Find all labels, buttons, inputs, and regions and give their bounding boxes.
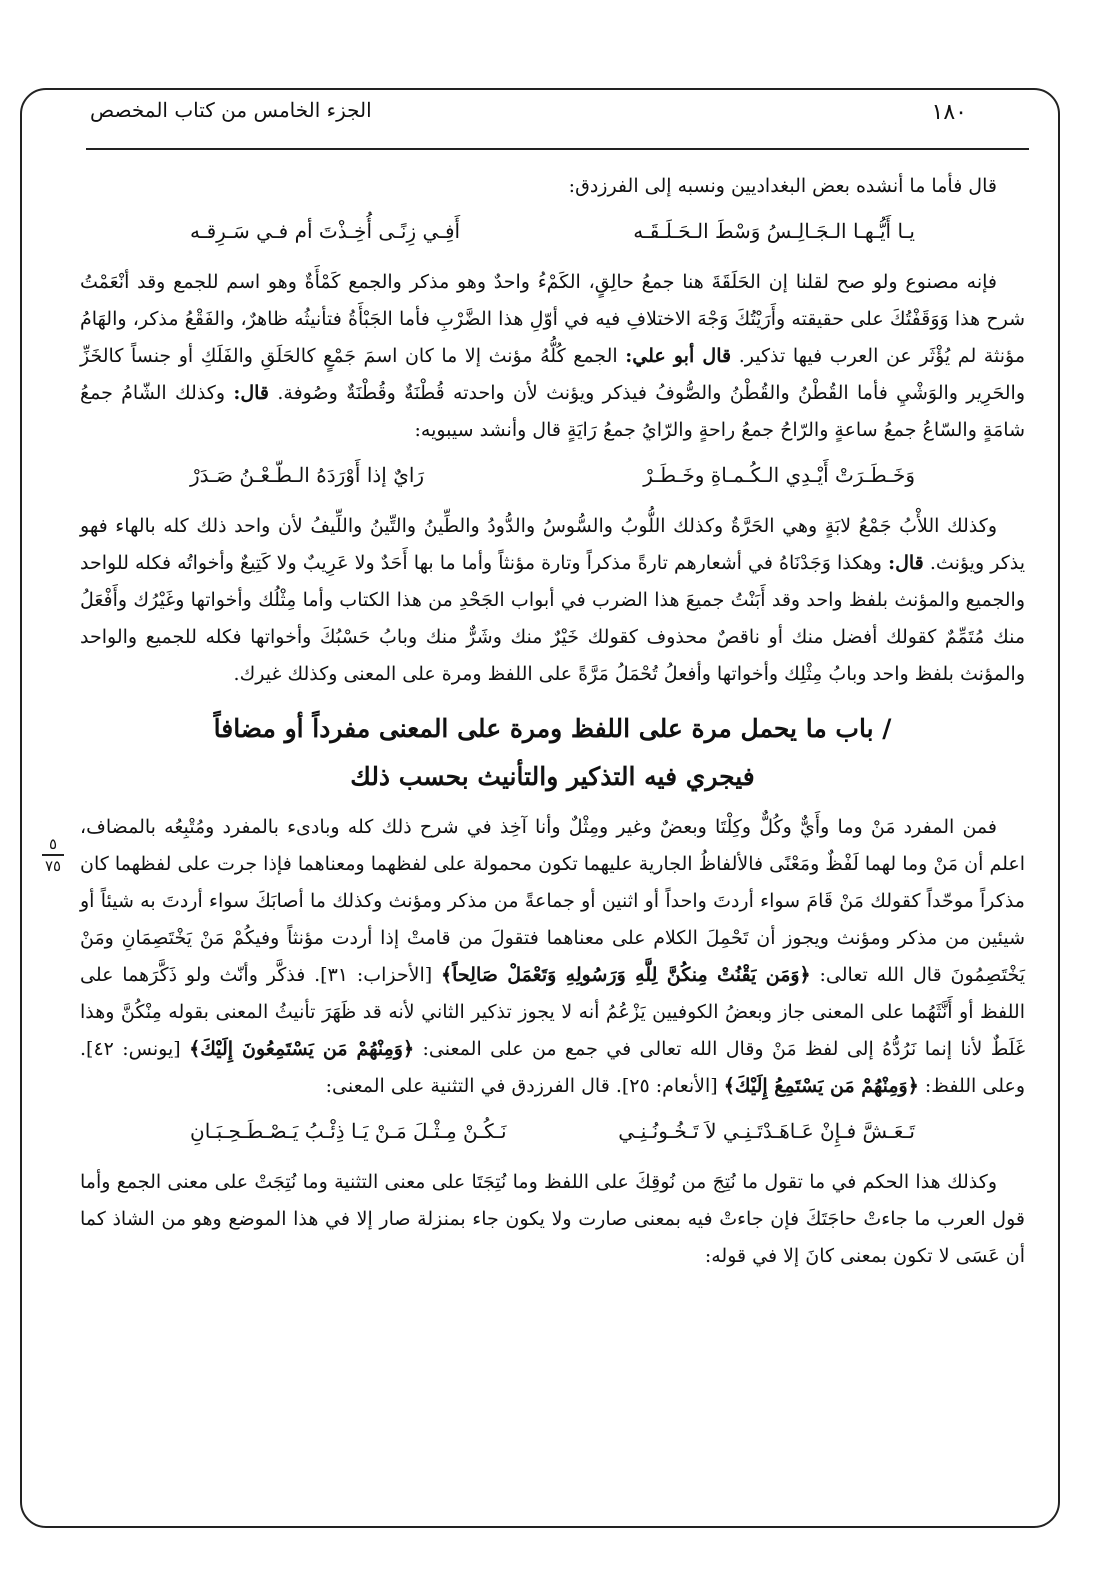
paragraph-4-text-c: [يونس: ٤٢]. وعلى اللفظ: xyxy=(80,1038,1025,1097)
paragraph-4 xyxy=(80,809,1025,1105)
paragraph-5: وكذلك هذا الحكم في ما تقول ما نُتِجَ من نُوقِكَ على اللفظ وما نُتِجَتَا على معنى التثنية وما نُتِجَتْ على معنى الجمع وأما قول العرب ما جاءتْ حاجَتَكَ فإن جاءتْ فيه بمعنى صارت ولا يكون جاء بمنزلة صار إلا في هذا الموضع وهو من الشاذ كما أن عَسَى لا تكون بمعنى كانَ إلا في قوله: xyxy=(80,1171,1025,1267)
paragraph-2-text-c: وكذلك الشّامُ جمعُ شامَةٍ والسّاعُ جمعُ ساعةٍ والرّاحُ جمعُ راحةٍ والرّايُ جمعُ رَايَةٍ قال وأنشد سيبويه: xyxy=(80,382,1025,441)
body-text xyxy=(80,168,1025,1281)
page-number: ١٨٠ xyxy=(931,100,967,125)
paragraph-2 xyxy=(80,264,1025,449)
label-qal-2: قال: xyxy=(888,552,924,574)
verse-3-first-hemistich: تَـعَـشَّ فـإِنْ عَـاهَـدْتَـنِـي لاَ تَـخُـونُـنِـي xyxy=(618,1119,915,1143)
margin-note-top: ٥ xyxy=(48,835,58,853)
paragraph-3-text-b: وهكذا وَجَدْنَاهُ في أشعارهم تارةً مذكراً وتارة مؤنثاً وأما ما بها أَحَدٌ ولا عَرِيبٌ ولا كَتِيعٌ وأخواتُه فكله للواحد والجميع والمؤنث بلفظ واحد وقد أَبَنْتُ جميعَ هذا الضرب في أبواب الجَحْدِ من هذا الكتاب وأما مِثْلُك وأخواتها وغَيْرُك وأَفْعَلُ منك مُتَمِّمٌ كقولك أفضل منك أو ناقصٌ محذوف كقولك خَيْرٌ منك وشَرٌّ منك وبابُ حَسْبُكَ وأخواتها فكله للجميع والواحد والمؤنث بلفظ واحد وبابُ مِثْلِك وأخواتها وأفعلُ تُحْمَلُ مَرَّةً على اللفظ ومرة على المعنى وكذلك غيرك. xyxy=(80,552,1025,685)
verse-3-second-hemistich: نَـكُـنْ مِـثْـلَ مَـنْ يَـا ذِئْـبُ يَـصْـطَـحِـبَـانِ xyxy=(190,1119,507,1143)
paragraph-2-text-b: الجمع كُلُّهُ مؤنث إلا ما كان اسمَ جَمْعٍ كالحَلَقِ والفَلَكِ أو جنساً كالخَزِّ والحَرِير والوَشْيِ فأما القُطْنُ والقُطْنُ والصُّوفُ فيذكر ويؤنث لأن واحدته قُطْنَةٌ وقُطْنَةٌ وصُوفة. xyxy=(80,345,1025,404)
verse-1-first-hemistich: يـا أَيُّـهـا الـجَـالِـسُ وَسْطَ الـحَـلَـقَـه xyxy=(633,219,915,243)
running-title: الجزء الخامس من كتاب المخصص xyxy=(90,98,372,122)
section-heading-line-1: / باب ما يحمل مرة على اللفظ ومرة على المعنى مفرداً أو مضافاً xyxy=(213,714,892,743)
verse-3 xyxy=(190,1113,915,1150)
section-heading xyxy=(80,705,1025,801)
quran-quote-2: ﴿وَمِنْهُمْ مَن يَسْتَمِعُونَ إِلَيْكَ﴾ xyxy=(189,1038,415,1060)
paragraph-4-text: فمن المفرد مَنْ وما وأَيٌّ وكُلٌّ وكِلْتَا وبعضٌ وغير ومِثْلٌ وأنا آخِذ في شرح ذلك كله وبادىء بالمفرد ومُتْبِعُه بالمضاف، اعلم أن مَنْ وما لهما لَفْظٌ ومَعْنًى فالألفاظُ الجارية عليهما تكون محمولة على لفظهما ومعناهما فإذا جرت على لفظهما كان مذكراً موحّداً كقولك مَنْ قَامَ سواء أردتَ واحداً أو اثنين أو جماعةً من مذكر ومؤنث وكذلك ما أصابَكَ سواء أردتَ به شيئاً أو شيئين من مذكر ومؤنث ويجوز أن تَحْمِلَ الكلام على معناهما فتقولَ من قامتْ إذا أردت مؤنثاً وفيكُمْ مَنْ يَخْتَصِمَانِ ومَنْ يَخْتَصِمُونَ قال الله تعالى: xyxy=(80,816,1025,986)
paragraph-intro: قال فأما ما أنشده بعض البغداديين ونسبه إلى الفرزدق: xyxy=(568,175,997,197)
paragraph-2-text: فإنه مصنوع ولو صح لقلنا إن الحَلَقَةَ هنا جمعُ حالِقٍ، الكَمْءُ واحدٌ وهو مذكر والجمع كَمْأَةٌ وهو اسم للجمع وقد أنْعَمْتُ شرح هذا وَوَقَفْتُكَ على حقيقته وأَرَيْتُكَ وَجْهَ الاختلافِ فيه في أوّلِ هذا الضَّرْبِ فأما الجَبْأَةُ فتأنيثُه ظاهرٌ، والفَقْعُ مذكر، والهَامُ مؤنثة لم يُؤْثَر عن العرب فيها تذكير. xyxy=(80,271,1026,367)
verse-1 xyxy=(190,213,915,250)
paragraph-3 xyxy=(80,508,1025,693)
paragraph-3-text: وكذلك اللأْبُ جَمْعُ لابَةٍ وهي الحَرَّةُ وكذلك اللُّوبُ والسُّوسُ والدُّودُ والطِّينُ والتِّينُ واللِّيفُ لأن واحد ذلك كله بالهاء فهو يذكر ويؤنث. xyxy=(80,515,1026,574)
verse-2-first-hemistich: وَخَـطَـرَتْ أَيْـدِي الـكُـمـاةِ وخَـطَـرْ xyxy=(643,463,915,487)
quran-quote-3: ﴿وَمِنْهُمْ مَن يَسْتَمِعُ إِلَيْكَ﴾ xyxy=(723,1075,919,1097)
header-rule xyxy=(86,148,1029,150)
verse-1-second-hemistich: أَفِـي زِنًـى أُخِـذْتَ أم فـي سَـرِقـه xyxy=(190,219,461,243)
quran-quote-1: ﴿وَمَن يَقْنُتْ مِنكُنَّ لِلَّهِ وَرَسُولِهِ وَتَعْمَلْ صَالِحاً﴾ xyxy=(440,964,811,986)
paragraph-4-text-b: [الأحزاب: ٣١]. فذكَّر وأنّث ولو ذَكَّرَهما على اللفظ أو أَنَّثَهُما على المعنى جاز وبعضُ الكوفيين يَزْعُمُ أنه لا يجوز تذكير الثاني لأنه قد ظَهَرَ تأنيثُ المعنى بقوله مِنْكُنَّ وهذا غَلَطٌ لأنا إنما نَرُدُّهُ إلى لفظ مَنْ وقال الله تعالى في جمع من على المعنى: xyxy=(80,964,1026,1060)
margin-note xyxy=(38,835,68,875)
paragraph-4-text-d: [الأنعام: ٢٥]. قال الفرزدق في التثنية على المعنى: xyxy=(325,1075,718,1097)
section-heading-line-2: فيجري فيه التذكير والتأنيث بحسب ذلك xyxy=(350,762,755,791)
label-qal: قال: xyxy=(233,382,270,404)
margin-note-bar xyxy=(42,854,64,856)
label-abu-ali: قال أبو علي: xyxy=(625,345,732,367)
margin-note-bottom: ٧٥ xyxy=(44,857,62,875)
verse-2 xyxy=(190,457,915,494)
verse-2-second-hemistich: رَايٌ إذا أَوْرَدَهُ الـطّـعْـنُ صَـدَرْ xyxy=(190,463,425,487)
